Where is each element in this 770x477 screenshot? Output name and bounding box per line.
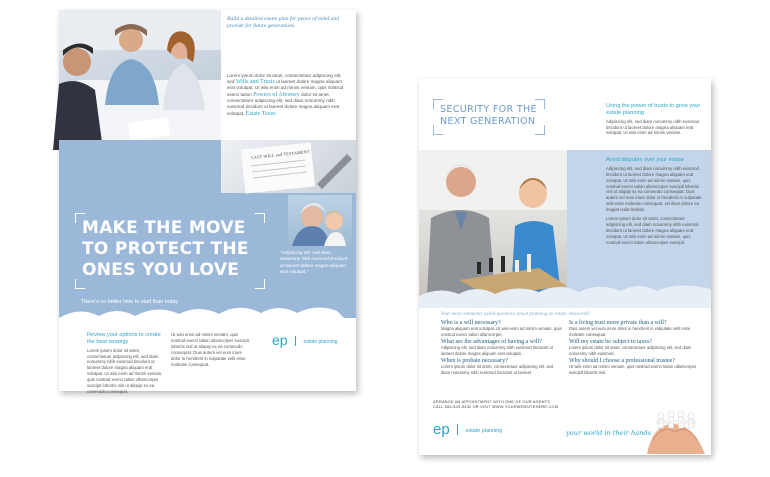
faq-item — [441, 320, 563, 337]
side2-body-2: Lorem ipsum dolor sit amet, consectetuer adipiscing elit, sed diam nonummy nibh euismod tincidunt ut laoreet dolore magna aliquam erat volutpat. Ut wisi enim ad minim veniam, quis nostrud exerci tation ullamcorper suscipit. — [606, 216, 699, 245]
script-tagline: your world in their hands — [566, 429, 652, 437]
will-caption: LAST WILL and TESTAMENT — [250, 148, 310, 161]
grandma-illustration — [288, 195, 352, 246]
faq-item — [569, 320, 697, 337]
side1-heading: Using the power of trusts to grow your estate planning — [606, 103, 701, 116]
intro-heading: Build a detailed estate plan for peace of mind and provide for future generations. — [227, 16, 340, 30]
logo-divider — [295, 336, 296, 346]
headline-line-1: MAKE THE MOVE — [82, 218, 246, 238]
meeting-illustration — [59, 10, 221, 150]
faq-item — [569, 339, 697, 356]
faq-answer: Lorem ipsum dolor sit amet, consectetuer adipiscing elit, sed diam nonummy nibh euismod tincidunt ut laoreet. — [441, 364, 554, 375]
faq-answer: Adipiscing elit, sed diam nonummy nibh euismod tincidunt ut laoreet dolore magna aliquam erat volutpat. — [441, 345, 553, 356]
intro-body-text-3: dolor sit amet, consectetuer adipiscing elit, sed diam nonummy nibh euismod tincidunt ut laoreet dolore magna aliquam erat volutpat. — [227, 91, 340, 116]
faq-question: Who is a will necessary? — [441, 320, 501, 326]
chess-illustration — [419, 150, 567, 296]
tagline: There's no better time to start than today — [81, 299, 178, 305]
faq-question: Is a living trust more private than a will? — [569, 320, 667, 326]
faq-answer: Ut wisi enim ad minim veniam, quis nostrud exerci tation ullamcorper suscipit lobortis nisl. — [569, 364, 697, 375]
logo-divider — [457, 424, 458, 435]
intro-body — [227, 73, 349, 117]
contact-line-2: CALL 555-543-5432 OR VISIT WWW.YOURWEBSITEHERE.COM — [433, 404, 559, 409]
logo-left — [272, 332, 352, 348]
headline-line-2: TO PROTECT THE — [82, 239, 249, 259]
faq-answer: Lorem ipsum dolor sit amet, consectetuer adipiscing elit, sed diam nonummy nibh euismod. — [569, 345, 692, 356]
review-heading: Review your options to create the best strategy — [87, 332, 161, 345]
contact-line-1: ARRANGE AN APPOINTMENT WITH ONE OF OUR AGENTS — [433, 399, 551, 404]
intro-body-text-2: ut laoreet dolore magna aliquam erat volutpat. Ut wisi enim ad minim veniam, quis nostrud exerci tation — [227, 79, 344, 97]
logo-mark: ep — [272, 332, 288, 348]
faq-answer: Magna aliquam erat volutpat. Ut wisi enim ad minim veniam, quis nostrud exerci tation ullamcorper. — [441, 326, 562, 337]
link-estate-taxes[interactable]: Estate Taxes — [245, 110, 276, 117]
logo-mark: ep — [433, 421, 450, 438]
faq-item — [441, 339, 563, 356]
side-section-1 — [606, 103, 704, 136]
headline-line-3: ONES YOU LOVE — [82, 260, 240, 280]
faq-question: Will my estate be subject to taxes? — [569, 339, 653, 346]
pull-quote: "Adipiscing elit, sed diam nonummy nibh euismod tincidunt ut laoreet dolore magna aliquam erat volutpat." — [280, 250, 348, 274]
will-illustration — [221, 140, 356, 193]
contact-block — [433, 399, 593, 409]
link-wills-trusts[interactable]: Wills and Trusts — [235, 79, 275, 86]
logo-text: estate planning — [465, 428, 503, 434]
faq-intro: Your most commonly asked questions about planning an estate. Answered! — [441, 312, 590, 317]
faq-question: When is probate necessary? — [441, 358, 508, 365]
review-section — [87, 332, 163, 395]
photo-business-meeting — [59, 10, 221, 150]
faq-item — [569, 358, 697, 375]
flyer-page-right — [419, 79, 711, 455]
faq-item — [441, 358, 563, 375]
faq-column-2 — [569, 320, 697, 376]
photo-hands-paper-family — [643, 400, 709, 454]
faq-column-1 — [441, 320, 563, 376]
headline-right-line-1: SECURITY FOR THE — [440, 104, 537, 115]
side2-heading: Avoid disputes over your estate — [606, 157, 684, 163]
review-body: Lorem ipsum dolor sit amet, consectetuer adipiscing elit, sed diam nonummy nibh euismod tincidunt ut laoreet dolore magna aliquam erat volutpat. Ut wisi enim ad minim veniam, quis nostrud exerci tation ullamcorper suscipit lobortis nisl ut aliquip ex ea commodo consequat. — [87, 347, 163, 394]
side1-body: Adipiscing elit, sed diam nonummy nibh euismod tincidunt ut laoreet dolore magna aliquam erat volutpat. Ut wisi enim ad minim veniam. — [606, 118, 699, 136]
faq-question: Why should I choose a professional trustee? — [569, 358, 675, 365]
photo-grandmother-child — [288, 195, 352, 246]
column-2-body: Ut wisi enim ad minim veniam, quis nostrud exerci tation ullamcorper suscipit lobortis nisl ut aliquip ex ea commodo consequat. Duis autem vel eum iriure dolor in hendrerit in vulputate velit esse molestie consequat. — [171, 332, 249, 367]
logo-right — [433, 421, 543, 439]
side-section-2 — [606, 157, 704, 246]
headline-block — [75, 213, 265, 289]
cloud-band-right — [419, 284, 711, 308]
flyer-page-left — [59, 10, 356, 394]
photo-will-document — [221, 140, 356, 193]
faq-answer: Duis autem vel eum iriure dolor in hendrerit in vulputate velit esse molestie consequat. — [569, 326, 691, 337]
headline-block-right — [433, 99, 545, 135]
hands-illustration — [643, 400, 709, 454]
faq-question: What are the advantages of having a will? — [441, 339, 542, 346]
cloud-edge — [59, 308, 356, 330]
side2-body-1: Adipiscing elit, sed diam nonummy nibh euismod tincidunt ut laoreet dolore magna aliquam erat volutpat. Ut wisi enim ad minim veniam, quis nostrud exerci tation ullamcorper suscipit lobortis nisl ut aliquip ex ea commodo consequat. Duis autem vel eum iriure dolor in hendrerit in vulputate velit esse molestie consequat, vel illum dolore eu feugiat nulla facilisis. — [606, 165, 702, 213]
intro-column — [227, 16, 349, 117]
logo-text: estate planning — [303, 339, 338, 345]
photo-grandfather-chess — [419, 150, 567, 296]
headline-right-line-2: NEXT GENERATION — [440, 116, 536, 127]
link-powers-attorney[interactable]: Powers of Attorney — [253, 91, 300, 98]
intro-body-text-1: Lorem ipsum dolor sit amet, consectetuer adipiscing elit, sed — [227, 72, 342, 85]
